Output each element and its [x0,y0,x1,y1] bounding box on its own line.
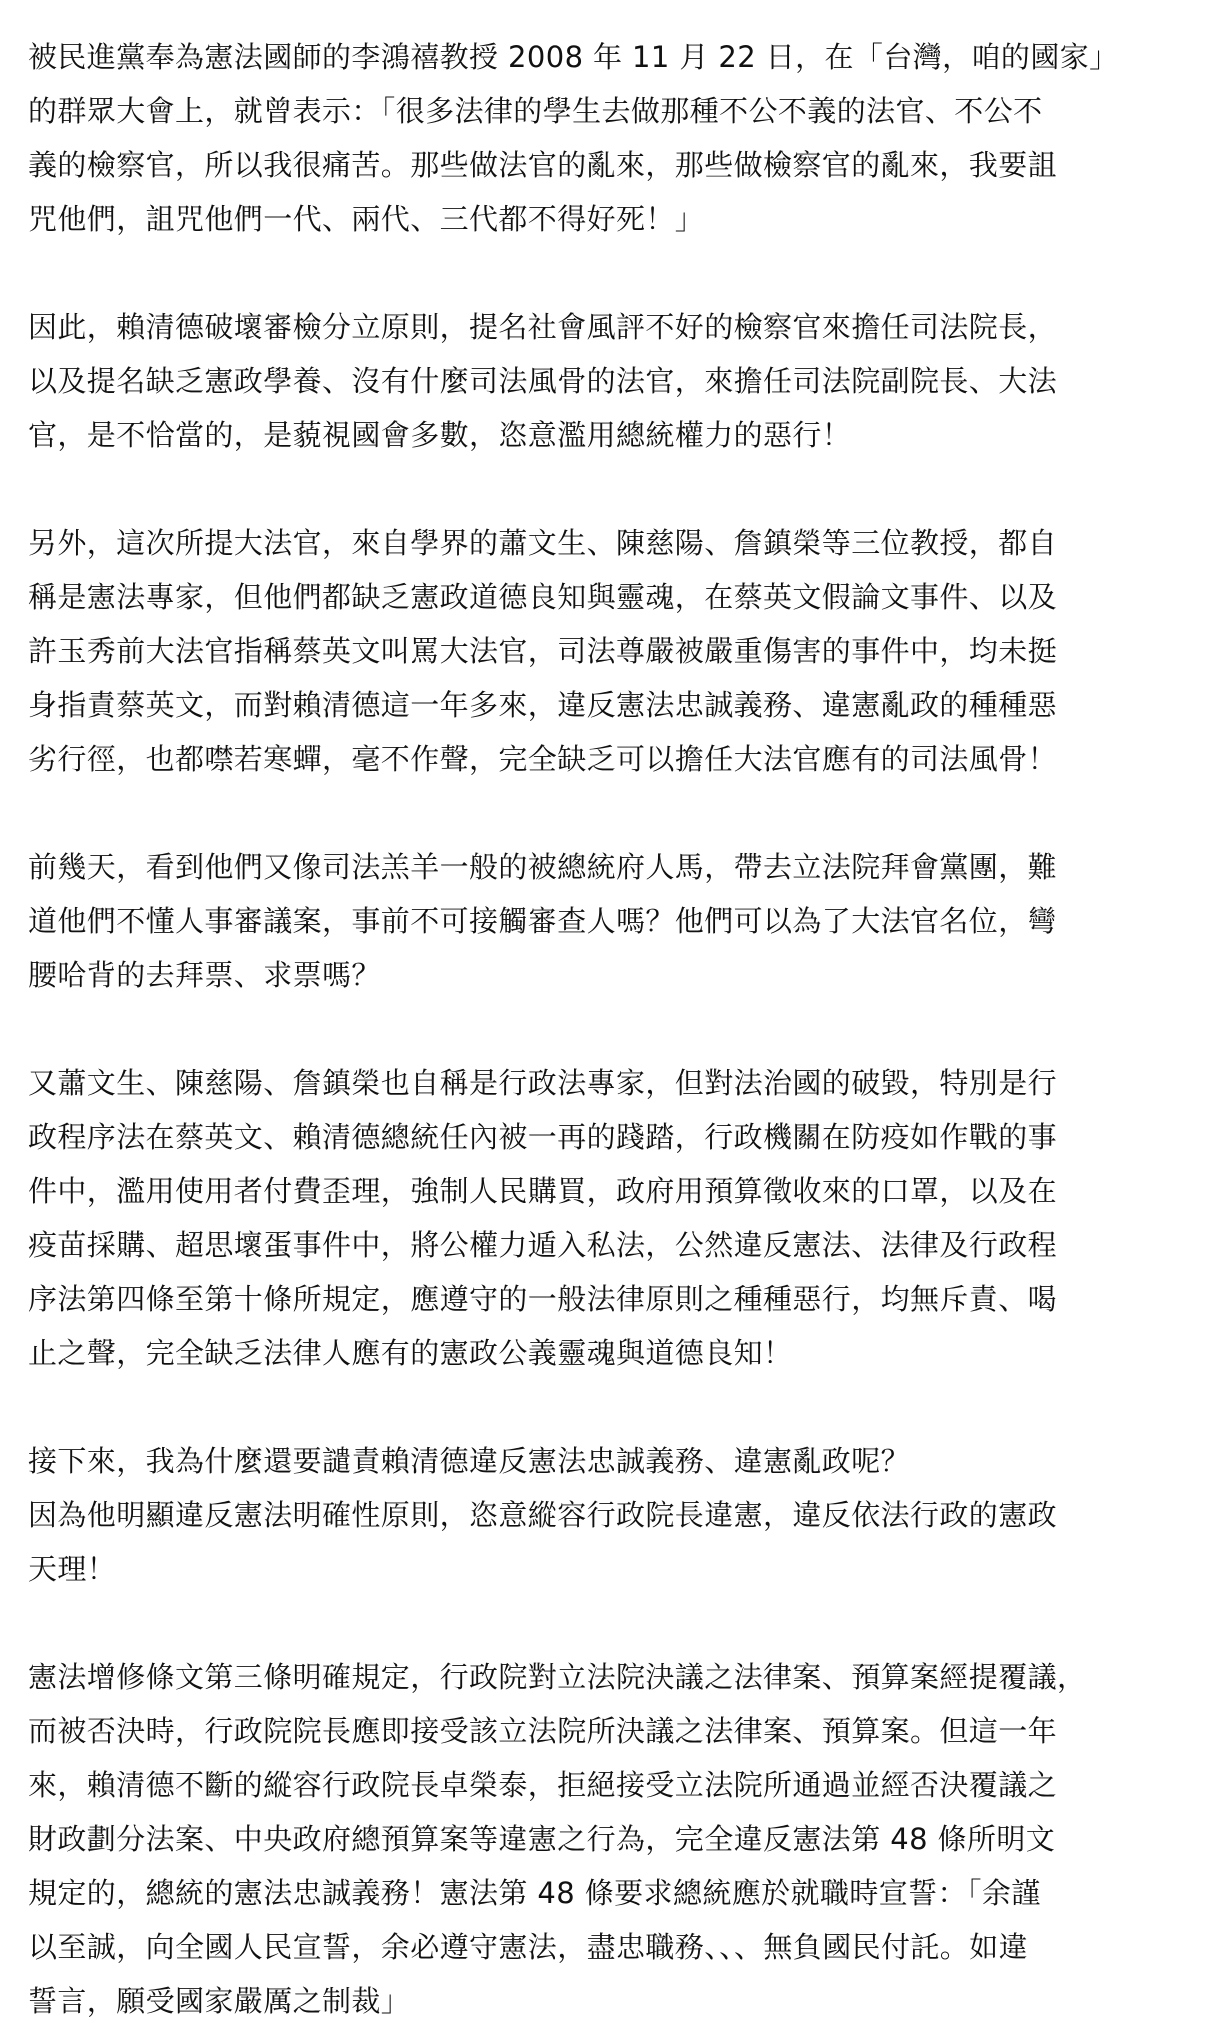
text-line: 的群眾大會上，就曾表示：「很多法律的學生去做那種不公不義的法官、不公不 [28,94,1043,128]
paragraph-2 [28,300,1198,462]
text-line: 前幾天，看到他們又像司法羔羊一般的被總統府人馬，帶去立法院拜會黨團，難 [28,850,1058,884]
paragraph-6 [28,1434,1198,1596]
text-line: 件中，濫用使用者付費歪理，強制人民購買，政府用預算徵收來的口罩，以及在 [28,1174,1058,1208]
text-line: 因此，賴清德破壞審檢分立原則，提名社會風評不好的檢察官來擔任司法院長， [28,310,1058,344]
text-line: 被民進黨奉為憲法國師的李鴻禧教授 2008 年 11 月 22 日，在「台灣，咱的國家」 [28,40,1119,74]
text-line: 又蕭文生、陳慈陽、詹鎮榮也自稱是行政法專家，但對法治國的破毀，特別是行 [28,1066,1058,1100]
text-line: 以至誠，向全國人民宣誓，余必遵守憲法，盡忠職務、、、無負國民付託。如違 [28,1930,1029,1964]
text-line: 規定的，總統的憲法忠誠義務！憲法第 48 條要求總統應於就職時宣誓：「余謹 [28,1876,1041,1910]
text-line: 接下來，我為什麼還要譴責賴清德違反憲法忠誠義務、違憲亂政呢？ [28,1444,911,1478]
text-line: 政程序法在蔡英文、賴清德總統任內被一再的踐踏，行政機關在防疫如作戰的事 [28,1120,1058,1154]
text-line: 疫苗採購、超思壞蛋事件中，將公權力遁入私法，公然違反憲法、法律及行政程 [28,1228,1058,1262]
paragraph-3 [28,516,1198,786]
text-line: 稱是憲法專家，但他們都缺乏憲政道德良知與靈魂，在蔡英文假論文事件、以及 [28,580,1058,614]
text-line: 道他們不懂人事審議案，事前不可接觸審查人嗎？他們可以為了大法官名位，彎 [28,904,1058,938]
paragraph-5 [28,1056,1198,1380]
text-line: 財政劃分法案、中央政府總預算案等違憲之行為，完全違反憲法第 48 條所明文 [28,1822,1056,1856]
text-line: 天理！ [28,1552,117,1586]
text-line: 咒他們，詛咒他們一代、兩代、三代都不得好死！」 [28,202,705,236]
text-line: 止之聲，完全缺乏法律人應有的憲政公義靈魂與道德良知！ [28,1336,793,1370]
text-line: 官，是不恰當的，是藐視國會多數，恣意濫用總統權力的惡行！ [28,418,852,452]
paragraph-7 [28,1650,1198,2028]
paragraph-1 [28,30,1198,246]
paragraph-4 [28,840,1198,1002]
text-line: 劣行徑，也都噤若寒蟬，毫不作聲，完全缺乏可以擔任大法官應有的司法風骨！ [28,742,1058,776]
text-line: 身指責蔡英文，而對賴清德這一年多來，違反憲法忠誠義務、違憲亂政的種種惡 [28,688,1058,722]
text-line: 以及提名缺乏憲政學養、沒有什麼司法風骨的法官，來擔任司法院副院長、大法 [28,364,1058,398]
text-line: 憲法增修條文第三條明確規定，行政院對立法院決議之法律案、預算案經提覆議， [28,1660,1087,1694]
text-line: 來，賴清德不斷的縱容行政院長卓榮泰，拒絕接受立法院所通過並經否決覆議之 [28,1768,1058,1802]
document-page [28,30,1198,2028]
text-line: 誓言，願受國家嚴厲之制裁」 [28,1984,411,2018]
text-line: 另外，這次所提大法官，來自學界的蕭文生、陳慈陽、詹鎮榮等三位教授，都自 [28,526,1058,560]
text-line: 而被否決時，行政院院長應即接受該立法院所決議之法律案、預算案。但這一年 [28,1714,1058,1748]
text-line: 序法第四條至第十條所規定，應遵守的一般法律原則之種種惡行，均無斥責、喝 [28,1282,1058,1316]
text-line: 義的檢察官，所以我很痛苦。那些做法官的亂來，那些做檢察官的亂來，我要詛 [28,148,1058,182]
text-line: 因為他明顯違反憲法明確性原則，恣意縱容行政院長違憲，違反依法行政的憲政 [28,1498,1058,1532]
text-line: 許玉秀前大法官指稱蔡英文叫罵大法官，司法尊嚴被嚴重傷害的事件中，均未挺 [28,634,1058,668]
text-line: 腰哈背的去拜票、求票嗎？ [28,958,381,992]
